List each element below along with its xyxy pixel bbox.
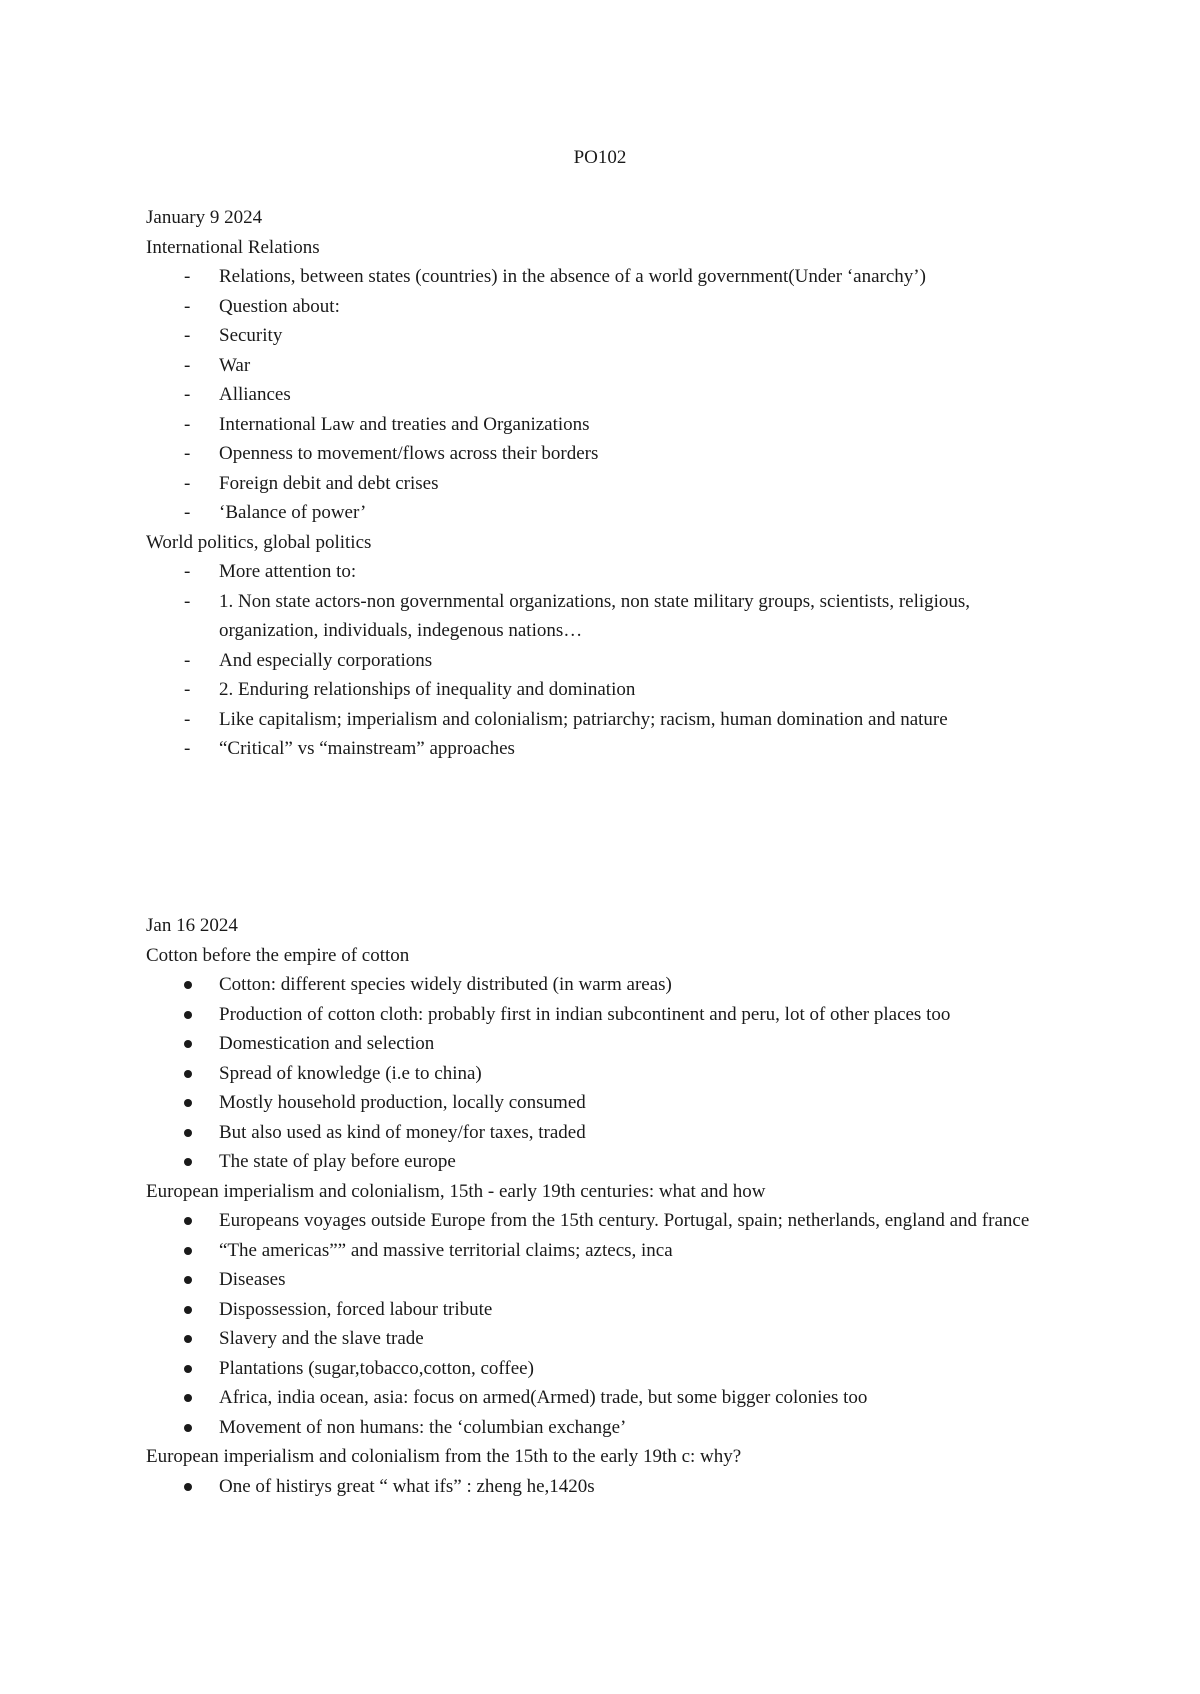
list-item — [146, 1088, 1066, 1118]
list-item — [146, 557, 1066, 587]
dash-marker — [184, 646, 204, 676]
list-item-text: Production of cotton cloth: probably first in indian subcontinent and peru, lot of other places too — [219, 1003, 951, 1025]
list-item-text: Africa, india ocean, asia: focus on armed(Armed) trade, but some bigger colonies too — [219, 1387, 868, 1408]
list-item — [146, 705, 1066, 735]
list-item — [146, 498, 1066, 528]
note-heading: International Relations — [146, 236, 320, 258]
dash-marker — [184, 675, 204, 705]
list-item-text: Openness to movement/flows across their borders — [219, 443, 599, 464]
note-heading: European imperialism and colonialism, 15th - early 19th centuries: what and how — [146, 1180, 766, 1202]
list-item — [146, 1472, 1066, 1502]
list-item-text: ‘Balance of power’ — [219, 502, 367, 523]
list-item — [146, 380, 1066, 410]
notes-section-jan-16 — [146, 911, 1066, 1501]
note-heading: Jan 16 2024 — [146, 915, 238, 936]
bullet-list — [146, 1206, 1066, 1442]
list-item — [146, 1236, 1066, 1266]
list-item — [146, 1118, 1066, 1148]
list-item — [146, 1000, 1066, 1030]
list-item — [146, 1265, 1066, 1295]
bullet-list — [146, 1472, 1066, 1502]
list-item-text: Domestication and selection — [219, 1033, 435, 1054]
dash-marker — [184, 380, 204, 410]
list-item-text: And especially corporations — [219, 649, 433, 671]
list-item — [146, 351, 1066, 381]
list-item-text: Dispossession, forced labour tribute — [219, 1298, 493, 1320]
list-item — [146, 675, 1066, 705]
list-item-text: Relations, between states (countries) in the absence of a world government(Under ‘anarchy’) — [219, 266, 926, 287]
list-item-text: Europeans voyages outside Europe from the 15th century. Portugal, spain; netherlands, england and france — [219, 1210, 1030, 1231]
list-item — [146, 1295, 1066, 1325]
list-item-text: More attention to: — [219, 561, 357, 582]
note-heading: World politics, global politics — [146, 531, 372, 553]
list-item — [146, 469, 1066, 499]
dash-marker — [184, 262, 204, 292]
list-item-text: Slavery and the slave trade — [219, 1328, 424, 1349]
note-heading: January 9 2024 — [146, 207, 263, 228]
list-item — [146, 1324, 1066, 1354]
list-item-text: Foreign debit and debt crises — [219, 472, 439, 494]
list-item — [146, 262, 1066, 292]
dash-marker — [184, 410, 204, 440]
page-title: PO102 — [573, 147, 627, 168]
notes-section-jan-9 — [146, 203, 1066, 764]
dash-marker — [184, 498, 204, 528]
list-item-text: Cotton: different species widely distributed (in warm areas) — [219, 974, 672, 995]
list-item — [146, 1354, 1066, 1384]
list-item-text: Spread of knowledge (i.e to china) — [219, 1062, 482, 1084]
dash-marker — [184, 292, 204, 322]
dash-list — [146, 262, 1066, 528]
list-item-text: International Law and treaties and Organizations — [219, 413, 590, 435]
list-item — [146, 587, 1066, 646]
list-item-text: Alliances — [219, 384, 291, 405]
list-item — [146, 292, 1066, 322]
list-item — [146, 321, 1066, 351]
dash-marker — [184, 321, 204, 351]
dash-marker — [184, 557, 204, 587]
list-item — [146, 1206, 1066, 1236]
list-item-text: But also used as kind of money/for taxes, traded — [219, 1121, 586, 1143]
list-item-text: One of histirys great “ what ifs” : zheng he,1420s — [219, 1475, 595, 1497]
list-item-text: “Critical” vs “mainstream” approaches — [219, 738, 515, 759]
dash-marker — [184, 705, 204, 735]
dash-marker — [184, 469, 204, 499]
list-item-text: 2. Enduring relationships of inequality and domination — [219, 679, 636, 700]
list-item-text: “The americas”” and massive territorial claims; aztecs, inca — [219, 1239, 673, 1261]
dash-marker — [184, 587, 204, 617]
dash-list — [146, 557, 1066, 764]
list-item — [146, 439, 1066, 469]
list-item-text: 1. Non state actors-non governmental organizations, non state military groups, scientists, religious, organization, individuals, indegenous nations… — [219, 590, 971, 641]
list-item — [146, 1029, 1066, 1059]
bullet-list — [146, 970, 1066, 1177]
dash-marker — [184, 439, 204, 469]
list-item-text: The state of play before europe — [219, 1151, 456, 1172]
list-item — [146, 1383, 1066, 1413]
list-item — [146, 646, 1066, 676]
note-heading: Cotton before the empire of cotton — [146, 944, 410, 966]
list-item — [146, 1413, 1066, 1443]
list-item-text: War — [219, 354, 251, 376]
list-item-text: Diseases — [219, 1269, 286, 1290]
list-item-text: Mostly household production, locally consumed — [219, 1092, 586, 1113]
list-item-text: Plantations (sugar,tobacco,cotton, coffee) — [219, 1357, 534, 1379]
list-item — [146, 1059, 1066, 1089]
list-item-text: Movement of non humans: the ‘columbian exchange’ — [219, 1416, 627, 1438]
note-heading: European imperialism and colonialism from the 15th to the early 19th c: why? — [146, 1446, 742, 1467]
list-item — [146, 1147, 1066, 1177]
list-item — [146, 734, 1066, 764]
list-item-text: Security — [219, 325, 283, 346]
dash-marker — [184, 734, 204, 764]
dash-marker — [184, 351, 204, 381]
list-item — [146, 970, 1066, 1000]
list-item-text: Question about: — [219, 295, 340, 317]
list-item — [146, 410, 1066, 440]
list-item-text: Like capitalism; imperialism and colonialism; patriarchy; racism, human domination and nature — [219, 708, 948, 730]
